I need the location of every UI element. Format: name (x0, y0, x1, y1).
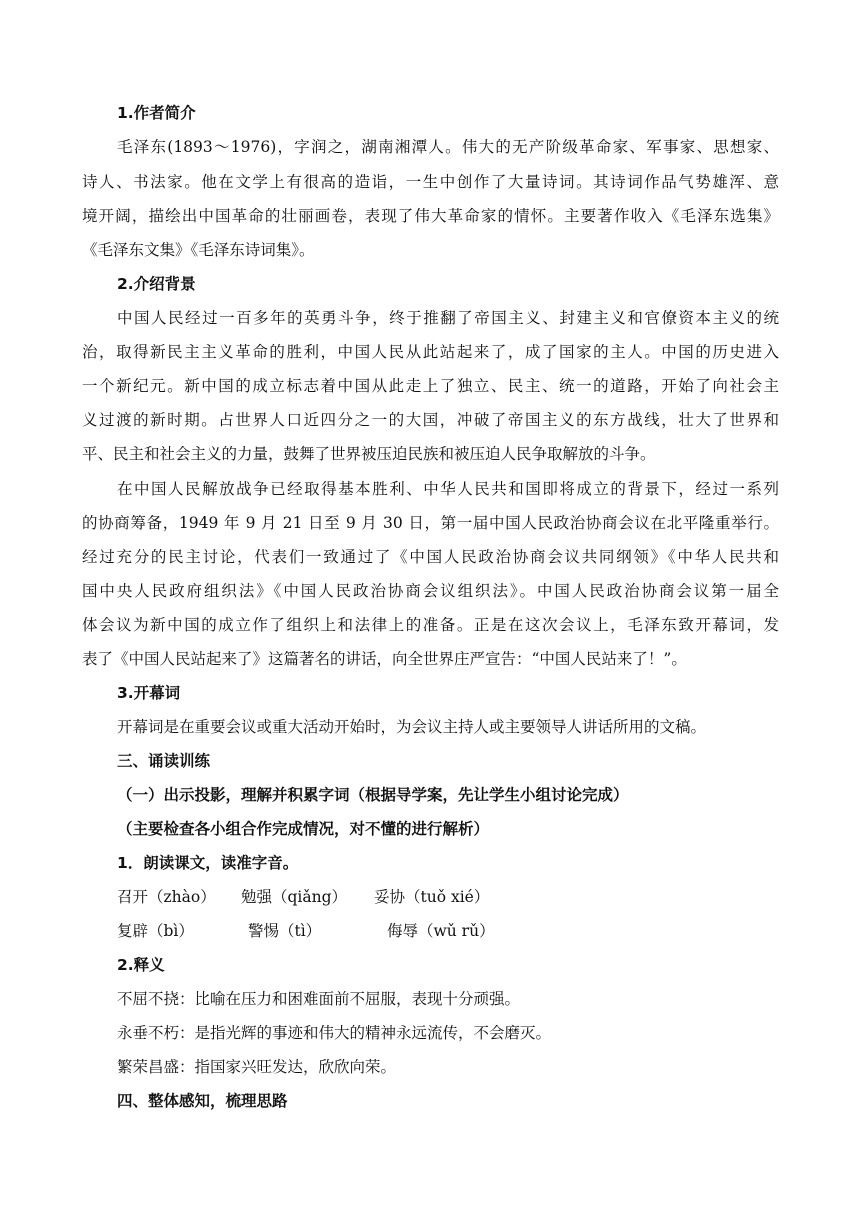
pronunciation-item: 警惕（tì） (248, 922, 322, 940)
pronunciation-item: 妥协（tuǒ xié） (374, 888, 490, 906)
background-para-line: 体会议为新中国的成立作了组织上和法律上的准备。正是在这次会议上，毛泽东致开幕词，发 (82, 616, 779, 634)
background-para-line: 治，取得新民主主义革命的胜利，中国人民从此站起来了，成了国家的主人。中国的历史进入 (82, 343, 779, 361)
pronunciation-item: 侮辱（wǔ rǔ） (387, 922, 495, 940)
overall-heading: 四、整体感知，梳理思路 (117, 1092, 288, 1110)
background-para-line: 中国人民经过一百多年的英勇斗争，终于推翻了帝国主义、封建主义和官僚资本主义的统 (117, 309, 779, 327)
reading-item-heading: 1．朗读课文，读准字音。 (117, 854, 299, 872)
pronunciation-item: 勉强（qiǎng） (241, 888, 348, 906)
author-para-line: 诗人、书法家。他在文学上有很高的造诣，一生中创作了大量诗词。其诗词作品气势雄浑、意 (82, 173, 779, 191)
meaning-heading: 2.释义 (117, 956, 165, 974)
meaning-item: 繁荣昌盛：指国家兴旺发达，欣欣向荣。 (117, 1058, 397, 1076)
background-para-line: 国中央人民政府组织法》《中国人民政治协商会议组织法》。中国人民政治协商会议第一届全 (82, 582, 779, 600)
pronunciation-item: 复辟（bì） (117, 922, 194, 940)
author-para-line: 《毛泽东文集》《毛泽东诗词集》。 (82, 241, 315, 259)
background-para-line: 的协商筹备，1949 年 9 月 21 日至 9 月 30 日，第一届中国人民政治协商会议在北平隆重举行。 (82, 514, 779, 532)
background-heading: 2.介绍背景 (117, 275, 196, 293)
author-para-line: 毛泽东(1893～1976)，字润之，湖南湘潭人。伟大的无产阶级革命家、军事家、思想家、 (117, 138, 779, 156)
background-para-line: 在中国人民解放战争已经取得基本胜利、中华人民共和国即将成立的背景下，经过一系列 (117, 480, 779, 498)
background-para-line: 平、民主和社会主义的力量，鼓舞了世界被压迫民族和被压迫人民争取解放的斗争。 (82, 445, 656, 463)
background-para-line: 表了《中国人民站起来了》这篇著名的讲话，向全世界庄严宣告：“中国人民站来了！”。 (82, 650, 687, 668)
background-para-line: 义过渡的新时期。占世界人口近四分之一的大国，冲破了帝国主义的东方战线，壮大了世界和 (82, 411, 779, 429)
meaning-item: 不屈不挠：比喻在压力和困难面前不屈服，表现十分顽强。 (117, 990, 521, 1008)
reading-subheading: （主要检查各小组合作完成情况，对不懂的进行解析） (117, 820, 490, 838)
reading-subheading: （一）出示投影，理解并积累字词（根据导学案，先让学生小组讨论完成） (117, 786, 629, 804)
background-para-line: 经过充分的民主讨论，代表们一致通过了《中国人民政治协商会议共同纲领》《中华人民共和 (82, 548, 779, 566)
opening-para: 开幕词是在重要会议或重大活动开始时，为会议主持人或主要领导人讲话所用的文稿。 (117, 718, 707, 736)
background-para-line: 一个新纪元。新中国的成立标志着中国从此走上了独立、民主、统一的道路，开始了向社会主 (82, 377, 779, 395)
opening-heading: 3.开幕词 (117, 684, 181, 702)
author-para-line: 境开阔，描绘出中国革命的壮丽画卷，表现了伟大革命家的情怀。主要著作收入《毛泽东选集》 (82, 207, 779, 225)
meaning-item: 永垂不朽：是指光辉的事迹和伟大的精神永远流传，不会磨灭。 (117, 1024, 552, 1042)
pronunciation-item: 召开（zhào） (117, 888, 216, 906)
author-heading: 1.作者简介 (117, 104, 196, 122)
reading-heading: 三、诵读训练 (117, 752, 211, 770)
